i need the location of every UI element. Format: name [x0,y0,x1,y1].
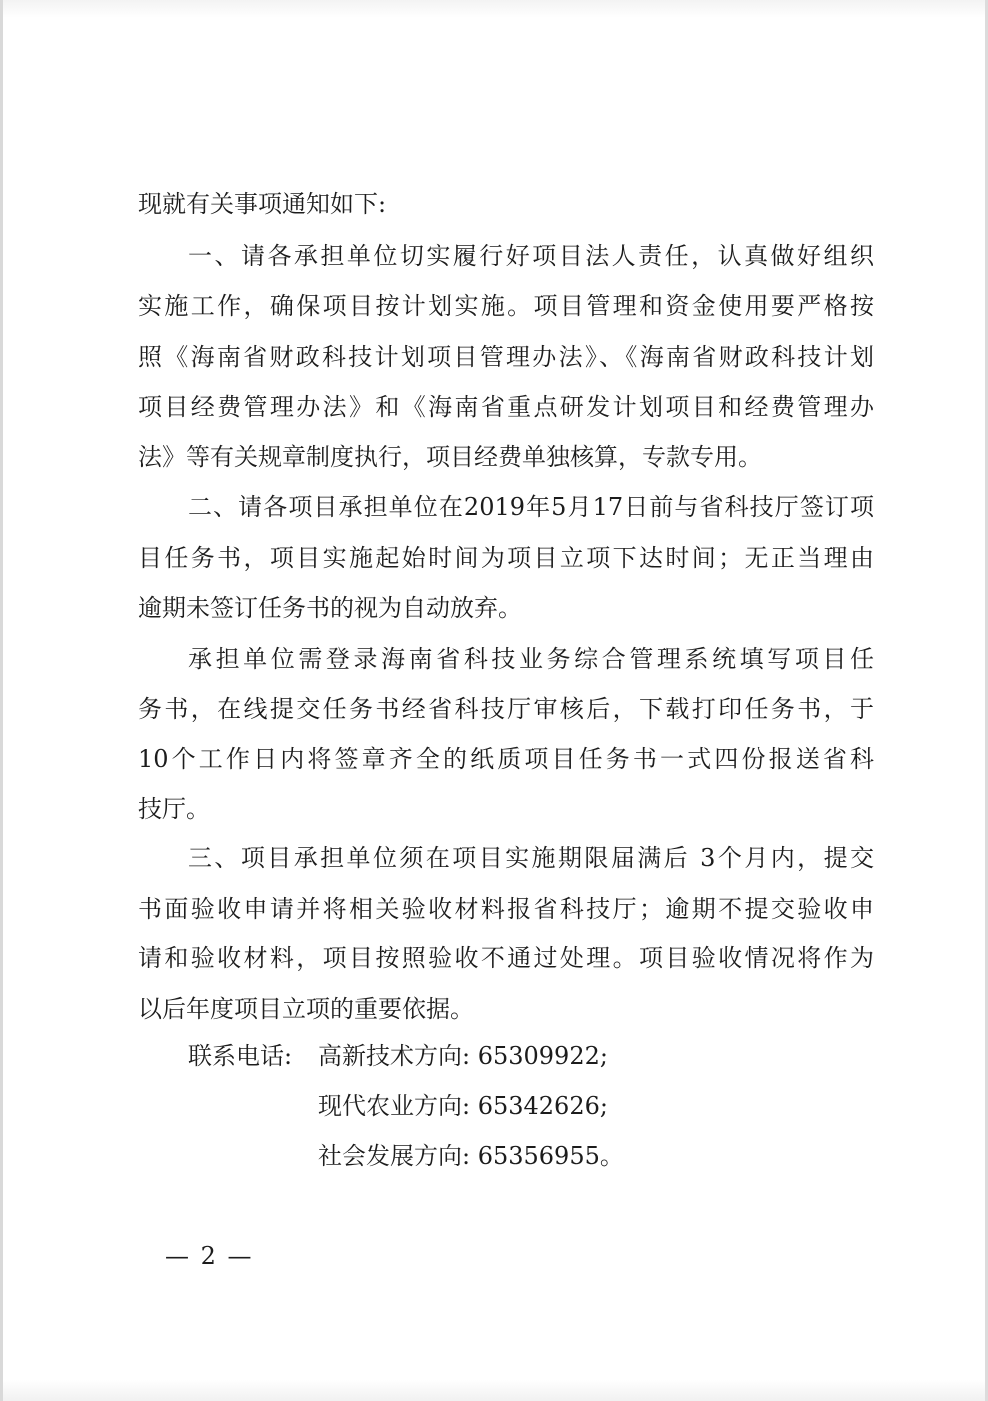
text-line: 以后年度项目立项的重要依据。 [138,995,474,1023]
contact-phone-line: 现代农业方向: 65342626; [318,1092,608,1120]
text-line: 10个工作日内将签章齐全的纸质项目任务书一式四份报送省科 [138,745,874,773]
text-line: 书面验收申请并将相关验收材料报省科技厅；逾期不提交验收申 [138,895,874,923]
text-line: 逾期未签订任务书的视为自动放弃。 [138,594,522,622]
scan-edge-left [0,0,3,1401]
text-line: 现就有关事项通知如下: [138,190,387,218]
text-line: 法》等有关规章制度执行，项目经费单独核算，专款专用。 [138,443,762,471]
text-line: 实施工作，确保项目按计划实施。项目管理和资金使用要严格按 [138,292,874,320]
text-line: 承担单位需登录海南省科技业务综合管理系统填写项目任 [188,645,874,673]
text-line: 务书，在线提交任务书经省科技厅审核后，下载打印任务书，于 [138,695,874,723]
text-line: 三、项目承担单位须在项目实施期限届满后 3个月内，提交 [188,844,874,872]
text-line: 一、请各承担单位切实履行好项目法人责任，认真做好组织 [188,242,874,270]
contact-label: 联系电话: [188,1042,293,1070]
text-line: 目任务书，项目实施起始时间为项目立项下达时间；无正当理由 [138,544,874,572]
text-line: 请和验收材料，项目按照验收不通过处理。项目验收情况将作为 [138,944,874,972]
page-number: — 2 — [165,1242,254,1270]
contact-phone-line: 社会发展方向: 65356955。 [318,1142,624,1170]
text-line: 照《海南省财政科技计划项目管理办法》、《海南省财政科技计划 [138,343,874,371]
text-line: 二、请各项目承担单位在2019年5月17日前与省科技厅签订项 [188,493,874,521]
contact-phone-line: 高新技术方向: 65309922; [318,1042,608,1070]
text-line: 技厅。 [138,795,210,823]
text-line: 项目经费管理办法》和《海南省重点研发计划项目和经费管理办 [138,393,874,421]
